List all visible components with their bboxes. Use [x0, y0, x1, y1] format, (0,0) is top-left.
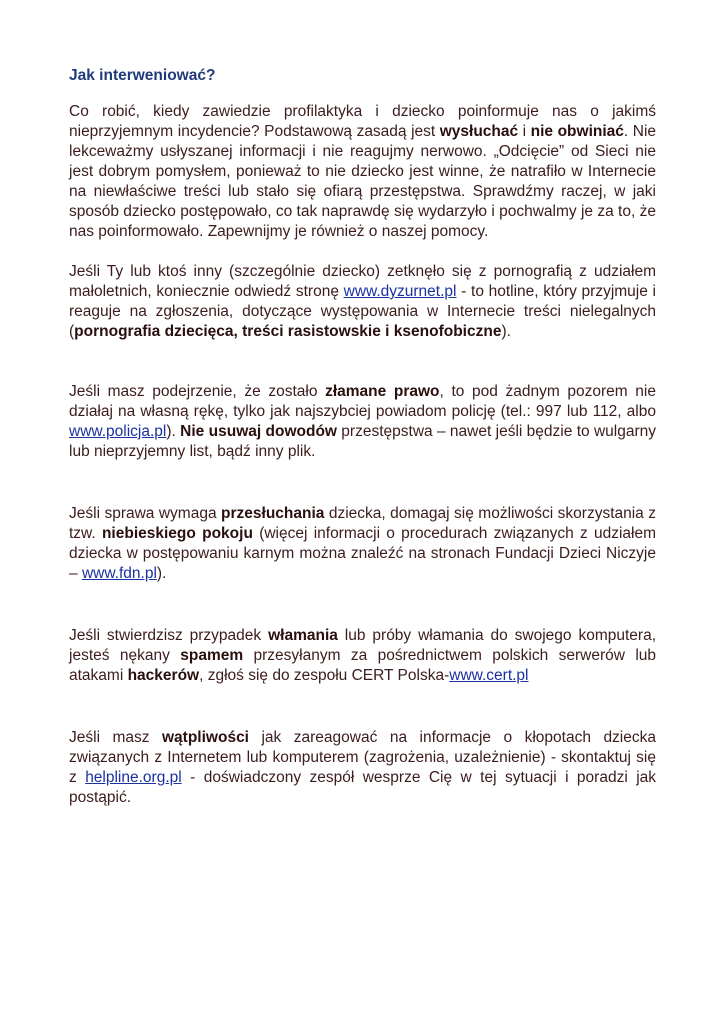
text-run: Jeśli Ty lub ktoś inny (szczególnie dziecko) zetknęło się z pornografią z udziałem małoletnich, koniecznie odwiedź stronę: [69, 263, 656, 300]
text-run: (więcej informacji o procedurach związanych z udziałem dziecka w postępowaniu karnym można znaleźć na stronach Fundacji Dzieci Niczyje –: [69, 525, 657, 582]
bold-phrase: przesłuchania: [221, 505, 325, 522]
text-run: Co robić, kiedy zawiedzie profilaktyka i dziecko poinformuje nas o jakimś nieprzyjemnym incydencie? Podstawową zasadą jest: [69, 103, 656, 140]
document-page: [69, 66, 656, 808]
paragraph-pornography: [69, 262, 656, 342]
text-run: - doświadczony zespół wesprze Cię w tej sytuacji i poradzi jak postąpić.: [69, 769, 657, 806]
text-run: dziecka, domagaj się możliwości skorzystania z tzw.: [69, 505, 656, 542]
text-run: Jeśli masz: [69, 729, 162, 746]
text-run: Jeśli sprawa wymaga: [69, 505, 222, 522]
link-dyzurnet[interactable]: www.dyzurnet.pl: [343, 283, 457, 300]
text-run: , to pod żadnym pozorem nie działaj na własną rękę, tylko jak najszybciej powiadom policję (tel.: 997 lub 112, albo: [69, 383, 656, 420]
bold-phrase: spamem: [180, 647, 244, 664]
paragraph-hearing: [69, 504, 656, 584]
paragraph-intro: [69, 102, 656, 242]
text-run: ).: [156, 565, 167, 582]
bold-phrase: wątpliwości: [162, 729, 249, 746]
text-run: ).: [501, 323, 511, 340]
text-run: , zgłoś się do zespołu CERT Polska-: [199, 667, 450, 684]
link-cert[interactable]: www.cert.pl: [449, 667, 529, 684]
text-run: i: [518, 123, 531, 140]
link-helpline[interactable]: helpline.org.pl: [85, 769, 182, 786]
text-run: jak zareagować na informacje o kłopotach dziecka związanych z Internetem lub komputerem (zagrożenia, uzależnienie) - skontaktuj się z: [69, 729, 656, 786]
paragraph-doubts: [69, 728, 656, 808]
bold-phrase: pornografia dziecięca, treści rasistowskie i ksenofobiczne: [74, 323, 502, 340]
paragraph-law-broken: [69, 382, 656, 462]
text-run: przesyłanym za pośrednictwem polskich serwerów lub atakami: [69, 647, 657, 684]
bold-phrase: Nie usuwaj dowodów: [180, 423, 337, 440]
text-run: - to hotline, który przyjmuje i reaguje na zgłoszenia, dotyczące występowania w Internecie treści nielegalnych (: [69, 283, 656, 340]
bold-phrase: hackerów: [127, 667, 200, 684]
text-run: ).: [166, 423, 181, 440]
section-heading: Jak interweniować?: [69, 67, 216, 84]
text-run: Jeśli stwierdzisz przypadek: [69, 627, 269, 644]
bold-phrase: włamania: [268, 627, 338, 644]
text-run: Jeśli masz podejrzenie, że zostało: [69, 383, 326, 400]
bold-phrase: niebieskiego pokoju: [101, 525, 253, 542]
link-policja[interactable]: www.policja.pl: [69, 423, 167, 440]
text-run: przestępstwa – nawet jeśli będzie to wulgarny lub nieprzyjemny list, bądź inny plik.: [69, 423, 656, 460]
bold-phrase: nie obwiniać: [530, 123, 624, 140]
link-fdn[interactable]: www.fdn.pl: [81, 565, 157, 582]
text-run: . Nie lekceważmy usłyszanej informacji i nie reagujmy nerwowo. „Odcięcie” od Sieci nie jest dobrym pomysłem, ponieważ to nie dziecko jest winne, że natrafiło w Internecie na niewłaściwe treści lub stało się ofiarą przestępstwa. Sprawdźmy raczej, w jaki sposób dziecko postępowało, co tak naprawdę się wydarzyło i pochwalmy je za to, że nas poinformowało. Zapewnijmy je również o naszej pomocy.: [69, 123, 657, 240]
bold-phrase: złamane prawo: [325, 383, 440, 400]
bold-phrase: wysłuchać: [439, 123, 519, 140]
paragraph-intrusion: [69, 626, 656, 686]
text-run: lub próby włamania do swojego komputera, jesteś nękany: [69, 627, 656, 664]
